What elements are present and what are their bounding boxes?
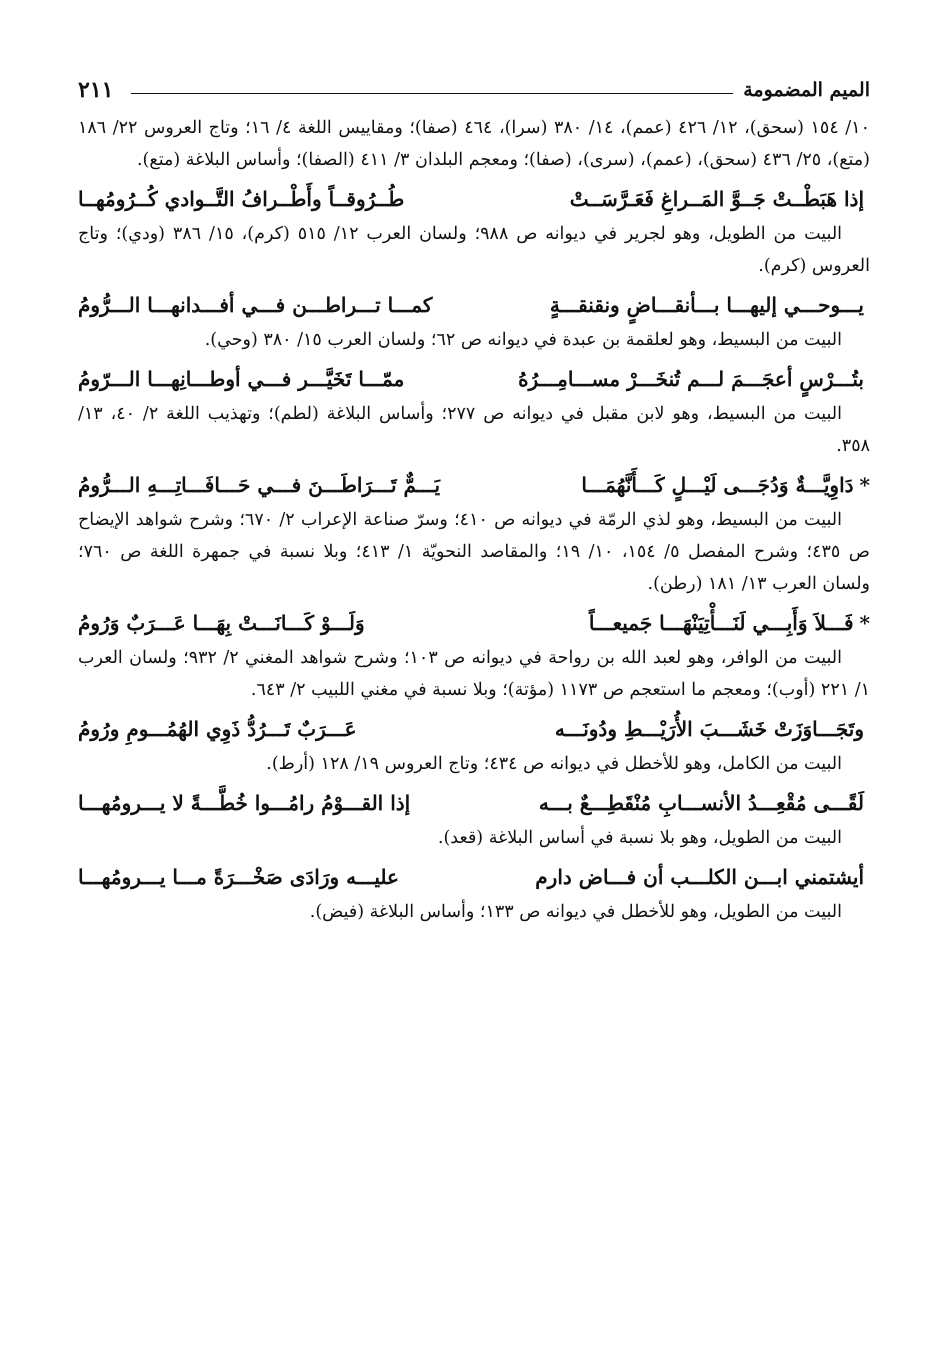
verse-5-star: *	[859, 611, 870, 635]
verse-1-first-hemistich	[570, 184, 870, 214]
verse-2-note: البيت من البسيط، وهو لعلقمة بن عبدة في ديوانه ص ٦٢؛ ولسان العرب ١٥/ ٣٨٠ (وحي).	[204, 330, 842, 350]
verse-1	[78, 184, 870, 214]
verse-3-second-hemistich: ممّـــا تَخَيَّـــر فـــي أوطـــانِهـــا الـــرّومُ	[78, 367, 405, 391]
intro-references: ١٠/ ١٥٤ (سحق)، ١٢/ ٤٢٦ (عمم)، ١٤/ ٣٨٠ (سرا)، ٤٦٤ (صفا)؛ ومقاييس اللغة ٤/ ١٦؛ وتاج العروس ٢٢/ ١٨٦ (متع)، ٢٥/ ٤٣٦ (سحق)، (عمم)، (سرى)، (صفا)؛ ومعجم البلدان ٣/ ٤١١ (الصفا)؛ وأساس البلاغة (متع).	[78, 118, 870, 170]
verse-8-note: البيت من الطويل، وهو للأخطل في ديوانه ص ١٣٣؛ وأساس البلاغة (فيض).	[309, 902, 842, 922]
running-header	[78, 70, 870, 110]
verse-8-first-hemistich	[535, 862, 870, 892]
verse-5-first-hemistich-text: فَـــلاَ وَأَبِـــي لَنَـــأْتِيَنْهَـــا جَميعـــاً	[588, 611, 854, 635]
verse-6-note: البيت من الكامل، وهو للأخطل في ديوانه ص ٤٣٤؛ وتاج العروس ١٩/ ١٢٨ (أرط).	[266, 754, 842, 774]
verse-5	[78, 608, 870, 638]
verse-7-note: البيت من الطويل، وهو بلا نسبة في أساس البلاغة (قعد).	[437, 828, 842, 848]
verse-4	[78, 470, 870, 500]
verse-5-note: البيت من الوافر، وهو لعبد الله بن رواحة في ديوانه ص ١٠٣؛ وشرح شواهد المغني ٢/ ٩٣٢؛ ولسان العرب ١/ ٢٢١ (أوب)؛ ومعجم ما استعجم ص ١١٧٣ (مؤتة)؛ وبلا نسبة في مغني اللبيب ٢/ ٦٤٣.	[78, 648, 870, 700]
section-title: الميم المضمومة	[743, 79, 870, 101]
verse-4-first-hemistich-text: دَاوِيَّـــةٌ وَدُجَـــى لَيْـــلٍ كَـــأَنَّهُمَـــا	[581, 473, 854, 497]
verse-7-second-hemistich: إذا القـــوْمُ رامُـــوا خُطَّـــةً لا يـــرومُهـــا	[78, 791, 411, 815]
verse-3	[78, 364, 870, 394]
verse-4-star: *	[859, 473, 870, 497]
verse-1-first-hemistich-text: إذا هَبَطْــتْ جَــوَّ المَــراغِ فَعَـرَّسَــتْ	[569, 187, 864, 211]
verse-3-note: البيت من البسيط، وهو لابن مقبل في ديوانه ص ٢٧٧؛ وأساس البلاغة (لطم)؛ وتهذيب اللغة ٢/ ٤٠، ١٣/ ٣٥٨.	[78, 404, 870, 456]
verse-1-note: البيت من الطويل، وهو لجرير في ديوانه ص ٩٨٨؛ ولسان العرب ١٢/ ٥١٥ (كرم)، ١٥/ ٣٨٦ (ودي)؛ وتاج العروس (كرم).	[78, 224, 870, 276]
verse-4-note: البيت من البسيط، وهو لذي الرمّة في ديوانه ص ٤١٠؛ وسرّ صناعة الإعراب ٢/ ٦٧٠؛ وشرح شواهد الإيضاح ص ٤٣٥؛ وشرح المفصل ٥/ ١٥٤، ١٠/ ١٩؛ والمقاصد النحويّة ١/ ٤١٣؛ وبلا نسبة في جمهرة اللغة ص ٧٦٠؛ ولسان العرب ١٣/ ١٨١ (رطن).	[78, 510, 870, 594]
verse-6-first-hemistich-text: وتَجَـــاوَزَتْ خَشَـــبَ الأُرَيْـــطِ ودُونَـــه	[554, 717, 864, 741]
verse-8	[78, 862, 870, 892]
verse-2-first-hemistich-text: يـــوحـــي إليهـــا بـــأنقـــاضٍ ونقنقـــةٍ	[549, 293, 864, 317]
verse-7	[78, 788, 870, 818]
verse-4-second-hemistich: يَـــمٌّ تَـــرَاطَـــنَ فـــي حَـــافَـــاتِـــهِ الـــرُّومُ	[78, 473, 441, 497]
verse-6	[78, 714, 870, 744]
verse-1-second-hemistich: طُــرُوقــاً وأَطْــرافُ التَّــوادي كُــرُومُهــا	[78, 187, 405, 211]
verse-5-second-hemistich: وَلَـــوْ كَـــانَـــتْ بِهَـــا عَـــرَبٌ وَرُومُ	[78, 611, 365, 635]
verse-5-first-hemistich	[589, 608, 870, 638]
verse-2-first-hemistich	[550, 290, 870, 320]
verse-8-first-hemistich-text: أيشتمني ابـــن الكلـــب أن فـــاض دارم	[535, 865, 864, 889]
verse-7-first-hemistich-text: لَقًـــى مُقْعِـــدُ الأنســـابِ مُنْقَطِـــعٌ بـــه	[538, 791, 864, 815]
verse-6-first-hemistich	[555, 714, 870, 744]
header-rule	[131, 93, 733, 94]
verse-7-first-hemistich	[539, 788, 870, 818]
page-number: ٢١١	[78, 77, 114, 103]
verse-3-first-hemistich	[518, 364, 870, 394]
verse-4-first-hemistich	[581, 470, 870, 500]
verse-2	[78, 290, 870, 320]
verse-6-second-hemistich: عَـــرَبٌ تَـــرُدُّ ذَوِي الهُمُـــومِ ورُومُ	[78, 717, 357, 741]
verse-8-second-hemistich: عليـــه ورَادَى صَخْـــرَةً مـــا يـــرومُهـــا	[78, 865, 399, 889]
verse-2-second-hemistich: كمـــا تـــراطـــن فـــي أفـــدانهـــا الـــرُّومُ	[78, 293, 433, 317]
verse-3-first-hemistich-text: بتُـــرْسٍ أعجَـــمَ لـــم تُنخَـــرْ مســـامِـــرُهُ	[518, 367, 864, 391]
